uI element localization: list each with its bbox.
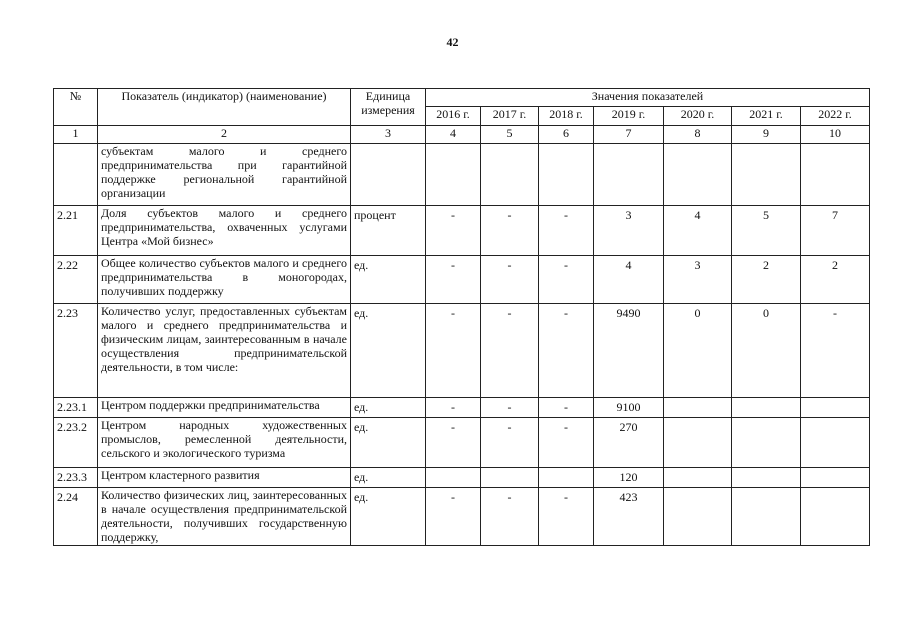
row-value-cell [539,144,594,206]
row-value-cell: 5 [732,206,801,256]
row-unit: ед. [351,256,426,304]
row-number: 2.22 [54,256,98,304]
header-year: 2022 г. [801,107,870,126]
row-unit: ед. [351,304,426,398]
table-row [54,256,870,304]
header-indicator: Показатель (индикатор) (наименование) [98,89,351,126]
row-value-cell: - [539,304,594,398]
row-value-cell: - [481,256,539,304]
row-value-cell [732,144,801,206]
header-year: 2021 г. [732,107,801,126]
row-value-cell [426,144,481,206]
row-number: 2.23.2 [54,418,98,468]
row-value-cell [481,468,539,488]
column-number: 5 [481,126,539,144]
row-value-cell [732,398,801,418]
row-value-cell: - [481,398,539,418]
row-value-cell [801,398,870,418]
row-value-cell: 4 [664,206,732,256]
row-value-cell: 7 [801,206,870,256]
header-values-group: Значения показателей [426,89,870,107]
row-value-cell: - [426,206,481,256]
row-unit: ед. [351,418,426,468]
row-value-cell: - [481,304,539,398]
row-value-cell: - [481,418,539,468]
row-value-cell: 2 [732,256,801,304]
row-value-cell [732,488,801,546]
row-value-cell: 0 [664,304,732,398]
row-value-cell: 3 [664,256,732,304]
row-value-cell [732,418,801,468]
row-indicator-name: Центром народных художественных промыслов, ремесленной деятельности, сельского и экологического туризма [98,418,351,468]
row-value-cell [594,144,664,206]
row-unit: ед. [351,488,426,546]
table-row [54,468,870,488]
column-number: 7 [594,126,664,144]
row-value-cell [664,468,732,488]
row-value-cell [664,398,732,418]
header-number: № [54,89,98,126]
row-value-cell [732,468,801,488]
row-value-cell: - [426,418,481,468]
header-year: 2016 г. [426,107,481,126]
row-value-cell: - [539,488,594,546]
row-value-cell [539,468,594,488]
row-value-cell [801,418,870,468]
table-row [54,144,870,206]
row-value-cell: - [481,206,539,256]
table-row [54,304,870,398]
row-indicator-name: Центром поддержки предпринимательства [98,398,351,418]
row-unit: процент [351,206,426,256]
row-value-cell: 0 [732,304,801,398]
row-value-cell: 423 [594,488,664,546]
header-unit: Единица измерения [351,89,426,126]
row-value-cell: - [426,256,481,304]
row-value-cell: - [426,304,481,398]
header-row [54,89,870,107]
row-number: 2.23.1 [54,398,98,418]
table-row [54,206,870,256]
row-value-cell: - [539,398,594,418]
column-number: 2 [98,126,351,144]
column-number: 3 [351,126,426,144]
row-indicator-name: Общее количество субъектов малого и среднего предпринимательства в моногородах, получивших поддержку [98,256,351,304]
row-value-cell [801,488,870,546]
row-value-cell: 2 [801,256,870,304]
column-number: 8 [664,126,732,144]
row-number: 2.23.3 [54,468,98,488]
row-indicator-name: Количество физических лиц, заинтересованных в начале осуществления предпринимательской деятельности, получивших государственную поддержку, [98,488,351,546]
row-value-cell: 9100 [594,398,664,418]
row-value-cell: 9490 [594,304,664,398]
row-indicator-name: Количество услуг, предоставленных субъектам малого и среднего предпринимательства и физическим лицам, заинтересованным в начале осуществления предпринимательской деятельности, в том числе: [98,304,351,398]
row-value-cell [801,144,870,206]
row-value-cell: 4 [594,256,664,304]
row-indicator-name: Доля субъектов малого и среднего предпринимательства, охваченных услугами Центра «Мой бизнес» [98,206,351,256]
row-value-cell [481,144,539,206]
row-value-cell [801,468,870,488]
column-number: 9 [732,126,801,144]
header-year: 2018 г. [539,107,594,126]
page-number: 42 [446,35,459,49]
row-value-cell: 270 [594,418,664,468]
table-row [54,488,870,546]
row-value-cell: - [426,488,481,546]
row-value-cell: - [426,398,481,418]
row-unit [351,144,426,206]
table-row [54,418,870,468]
table-row [54,398,870,418]
header-year: 2019 г. [594,107,664,126]
row-number [54,144,98,206]
row-value-cell [664,144,732,206]
row-value-cell [664,488,732,546]
header-year: 2017 г. [481,107,539,126]
column-numbers-row [54,126,870,144]
column-number: 1 [54,126,98,144]
row-value-cell: - [801,304,870,398]
row-value-cell: - [481,488,539,546]
column-number: 10 [801,126,870,144]
row-number: 2.24 [54,488,98,546]
indicators-table [53,88,870,546]
row-indicator-name: субъектам малого и среднего предпринимательства при гарантийной поддержке региональной гарантийной организации [98,144,351,206]
row-value-cell: - [539,418,594,468]
row-indicator-name: Центром кластерного развития [98,468,351,488]
row-value-cell: 120 [594,468,664,488]
row-unit: ед. [351,468,426,488]
row-number: 2.23 [54,304,98,398]
row-number: 2.21 [54,206,98,256]
row-value-cell [426,468,481,488]
row-value-cell: - [539,206,594,256]
column-number: 6 [539,126,594,144]
row-value-cell: - [539,256,594,304]
row-value-cell: 3 [594,206,664,256]
row-value-cell [664,418,732,468]
header-year: 2020 г. [664,107,732,126]
row-unit: ед. [351,398,426,418]
column-number: 4 [426,126,481,144]
